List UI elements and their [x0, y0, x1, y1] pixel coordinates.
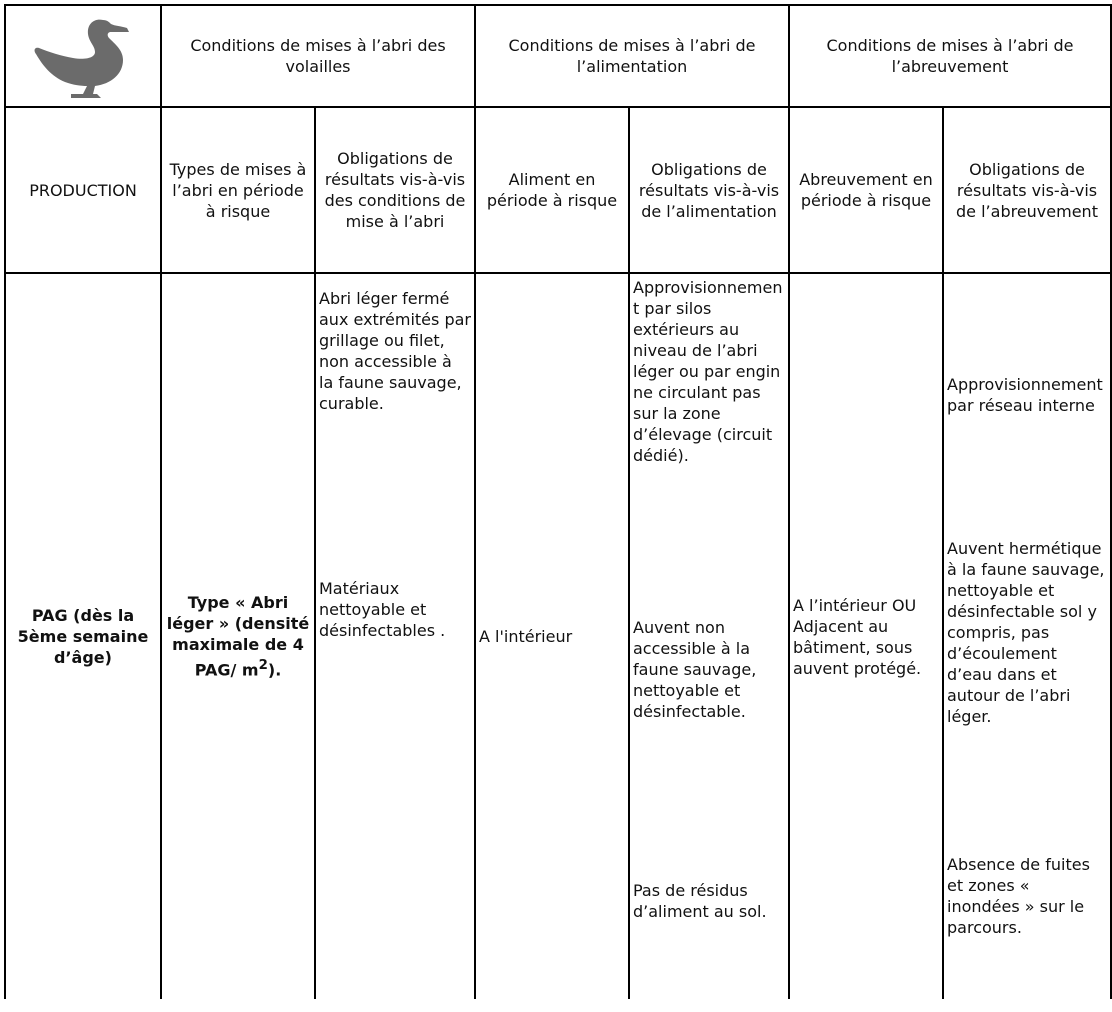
table-row — [5, 273, 1111, 999]
water-obligation-1: Approvisionnement par réseau interne — [947, 375, 1103, 415]
shelter-obligation-1: Abri léger fermé aux extrémités par grillage ou filet, non accessible à la faune sauvage, curable. — [319, 289, 471, 413]
regulation-table — [4, 4, 1112, 999]
column-header-shelter-obligations: Obligations de résultats vis-à-vis des conditions de mise à l’abri — [315, 107, 475, 273]
water-obligations-cell — [943, 273, 1111, 999]
feed-obligations-cell — [629, 273, 789, 999]
duck-icon — [31, 12, 135, 100]
column-header-shelter-types: Types de mises à l’abri en période à risque — [161, 107, 315, 273]
group-header-water: Conditions de mises à l’abri de l’abreuvement — [789, 5, 1111, 107]
column-header-water-period: Abreuvement en période à risque — [789, 107, 943, 273]
column-header-feed-period: Aliment en période à risque — [475, 107, 629, 273]
subheader-row — [5, 107, 1111, 273]
column-header-feed-obligations: Obligations de résultats vis-à-vis de l’alimentation — [629, 107, 789, 273]
feed-obligation-3: Pas de résidus d’aliment au sol. — [633, 881, 767, 921]
production-cell: PAG (dès la 5ème semaine d’âge) — [5, 273, 161, 999]
shelter-type-cell — [161, 273, 315, 999]
shelter-type-superscript: 2 — [258, 658, 268, 674]
logo-cell — [5, 5, 161, 107]
water-obligation-2: Auvent hermétique à la faune sauvage, nettoyable et désinfectable sol y compris, pas d’écoulement d’eau dans et autour de l’abri léger. — [947, 539, 1105, 726]
shelter-type-end: ). — [267, 660, 282, 680]
shelter-obligations-cell — [315, 273, 475, 999]
column-header-water-obligations: Obligations de résultats vis-à-vis de l’abreuvement — [943, 107, 1111, 273]
feed-obligation-1: Approvisionnement par silos extérieurs au niveau de l’abri léger ou par engin ne circulant pas sur la zone d’élevage (circuit dédié). — [633, 278, 783, 465]
shelter-obligation-2: Matériaux nettoyable et désinfectables . — [319, 579, 446, 640]
group-header-poultry: Conditions de mises à l’abri des volailles — [161, 5, 475, 107]
water-obligation-3: Absence de fuites et zones « inondées » sur le parcours. — [947, 855, 1090, 937]
feed-obligation-2: Auvent non accessible à la faune sauvage, nettoyable et désinfectable. — [633, 618, 757, 721]
header-row — [5, 5, 1111, 107]
shelter-type-text: Type « Abri léger » (densité maximale de 4 PAG/ m — [166, 593, 310, 680]
column-header-production: PRODUCTION — [5, 107, 161, 273]
group-header-feed: Conditions de mises à l’abri de l’alimentation — [475, 5, 789, 107]
feed-period-cell: A l'intérieur — [475, 273, 629, 999]
water-period-cell: A l’intérieur OU Adjacent au bâtiment, sous auvent protégé. — [789, 273, 943, 999]
